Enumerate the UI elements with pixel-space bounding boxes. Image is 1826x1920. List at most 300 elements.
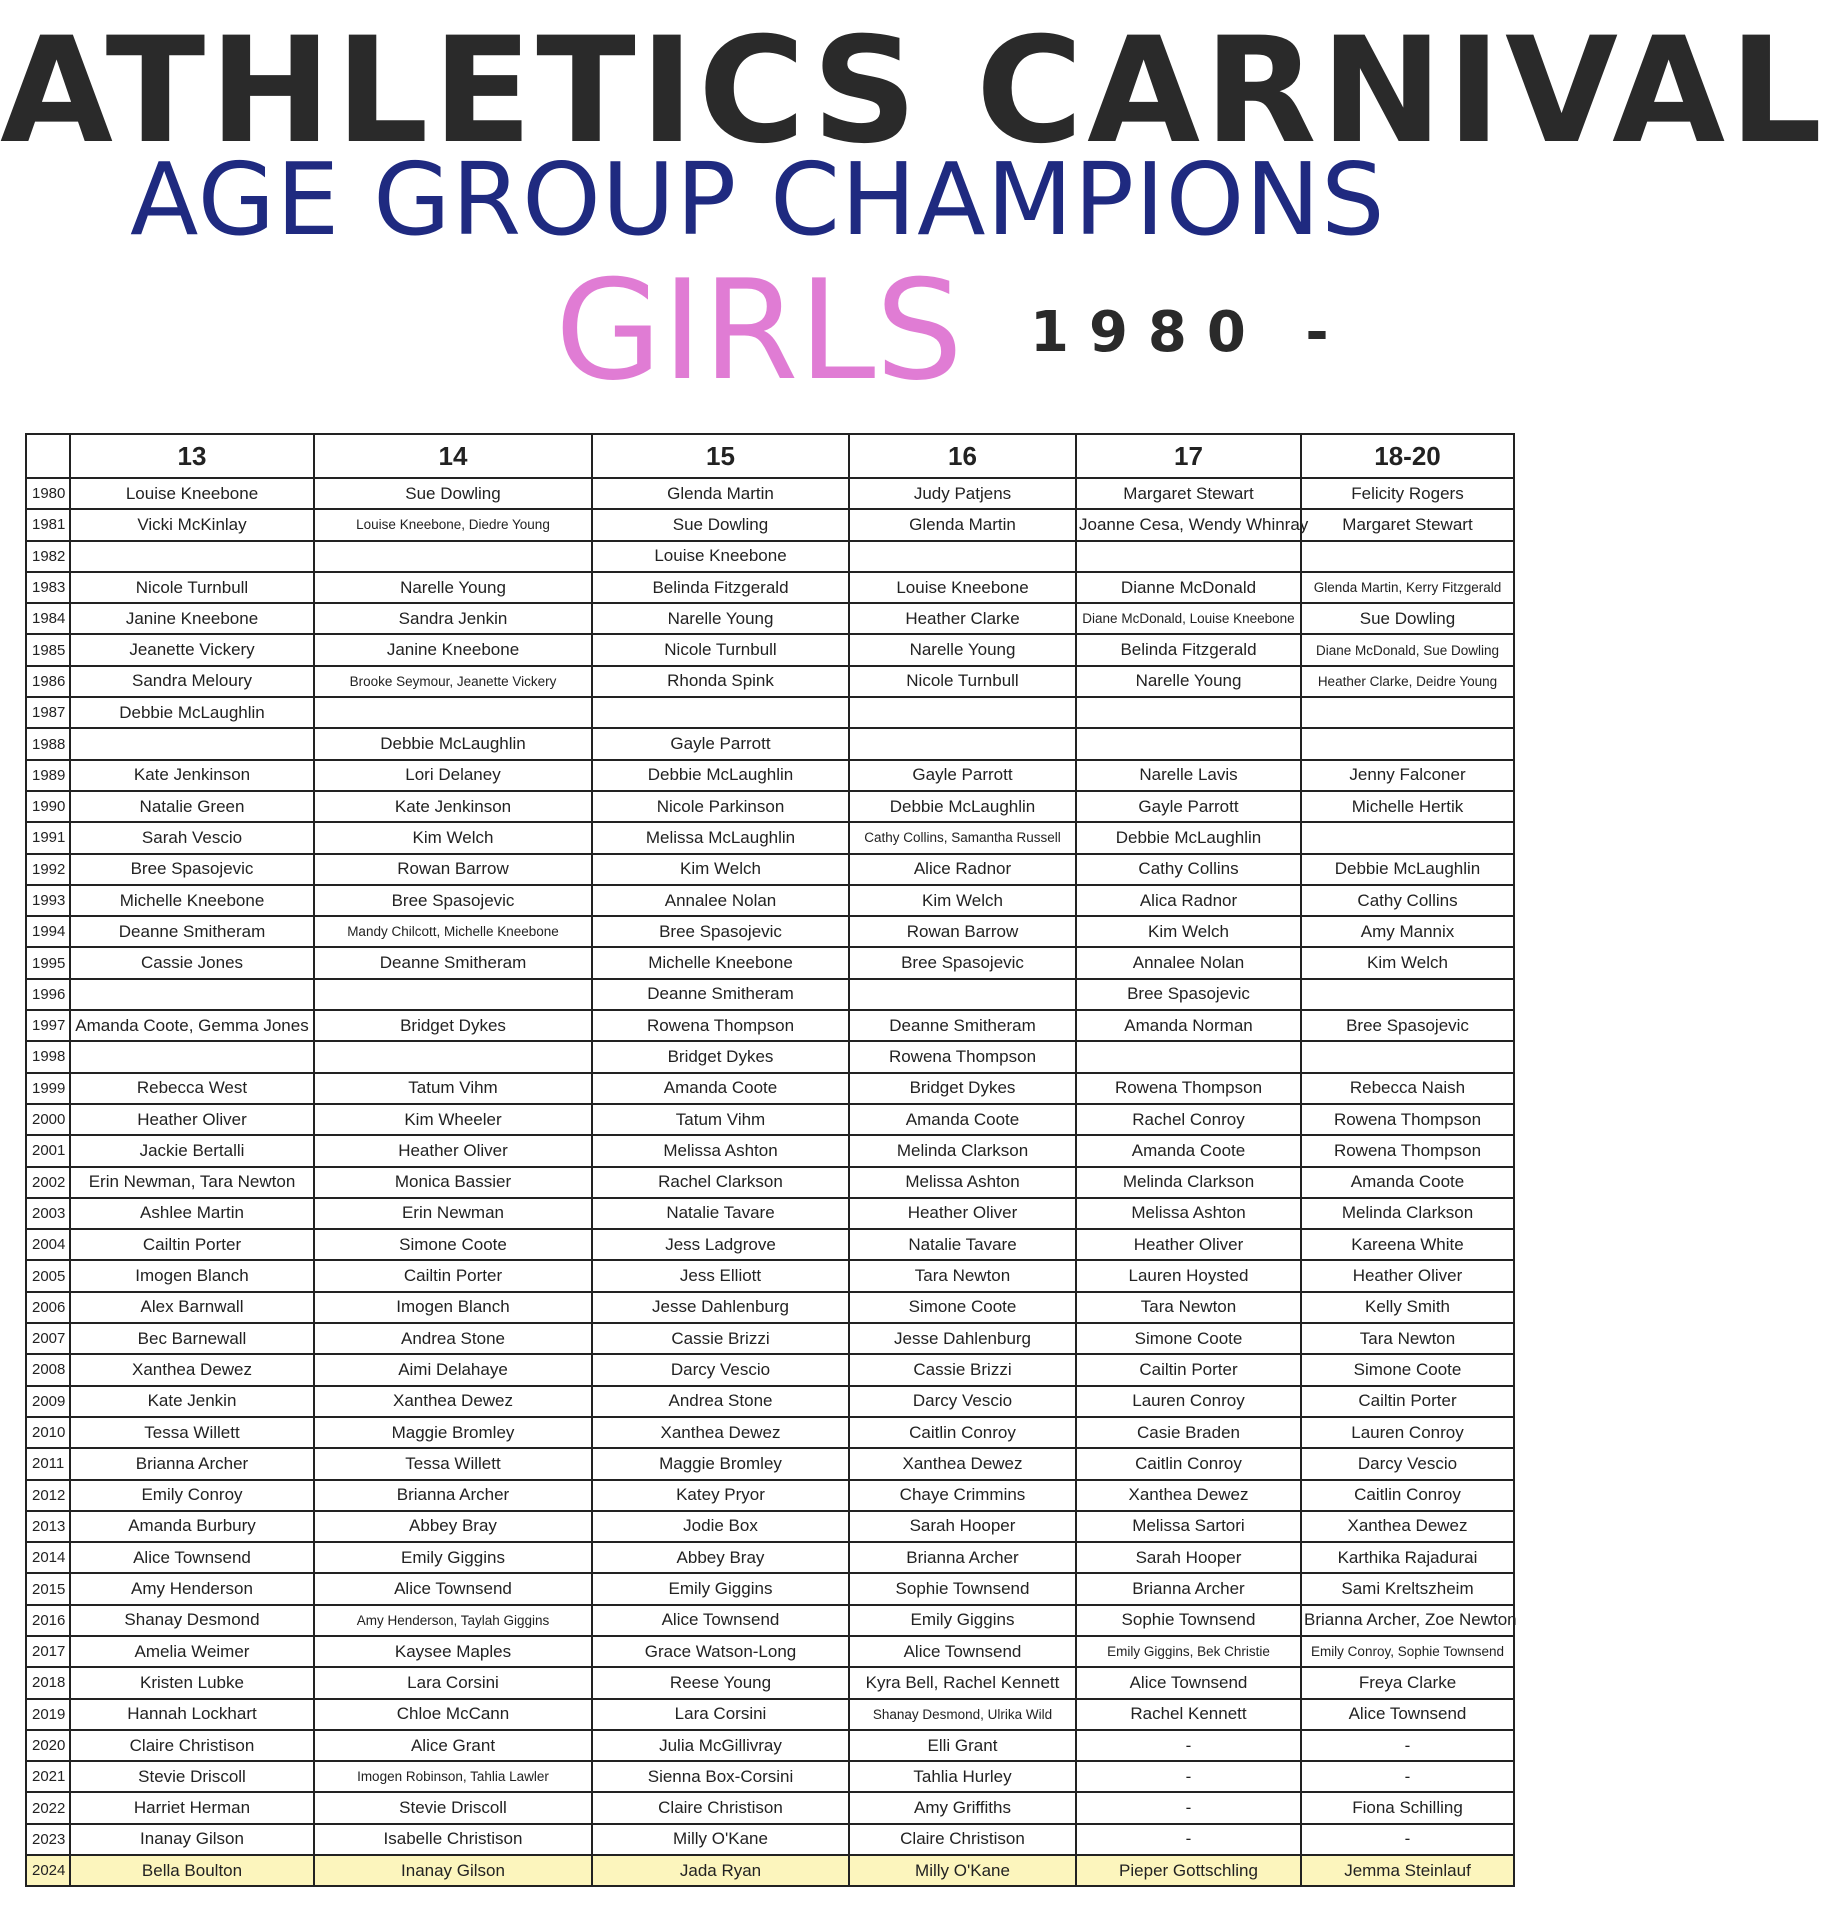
champion-cell-18-20: Lauren Conroy (1301, 1417, 1514, 1448)
year-cell: 2021 (26, 1761, 70, 1792)
champion-cell-13: Cailtin Porter (70, 1229, 314, 1260)
champion-cell-13: Imogen Blanch (70, 1260, 314, 1291)
champion-cell-16: Jesse Dahlenburg (849, 1323, 1076, 1354)
champion-cell-17: Dianne McDonald (1076, 572, 1301, 603)
year-cell: 1992 (26, 854, 70, 885)
champion-cell-16: Cathy Collins, Samantha Russell (849, 822, 1076, 853)
champion-cell-14: Abbey Bray (314, 1511, 592, 1542)
champion-cell-15: Michelle Kneebone (592, 947, 849, 978)
champion-cell-16: Melissa Ashton (849, 1167, 1076, 1198)
champion-cell-16: Caitlin Conroy (849, 1417, 1076, 1448)
champion-cell-17: - (1076, 1792, 1301, 1823)
champion-cell-15: Narelle Young (592, 603, 849, 634)
champion-cell-18-20: Sue Dowling (1301, 603, 1514, 634)
champion-cell-14: Kim Welch (314, 822, 592, 853)
table-row (26, 1480, 1514, 1511)
year-cell: 2017 (26, 1636, 70, 1667)
year-cell: 1986 (26, 666, 70, 697)
champion-cell-13: Hannah Lockhart (70, 1699, 314, 1730)
champion-cell-14: Bree Spasojevic (314, 885, 592, 916)
year-cell: 1987 (26, 697, 70, 728)
champion-cell-17: Bree Spasojevic (1076, 979, 1301, 1010)
champion-cell-18-20: Jemma Steinlauf (1301, 1855, 1514, 1886)
champion-cell-16: Judy Patjens (849, 478, 1076, 509)
champion-cell-14: Heather Oliver (314, 1135, 592, 1166)
table-row (26, 1386, 1514, 1417)
champion-cell-14: Lara Corsini (314, 1667, 592, 1698)
champion-cell-17: Alice Townsend (1076, 1667, 1301, 1698)
champion-cell-16: Bridget Dykes (849, 1073, 1076, 1104)
champion-cell-13: Kristen Lubke (70, 1667, 314, 1698)
table-row (26, 1167, 1514, 1198)
champion-cell-13: Bella Boulton (70, 1855, 314, 1886)
champion-cell-13 (70, 541, 314, 572)
champion-cell-18-20: Cailtin Porter (1301, 1386, 1514, 1417)
year-cell: 1984 (26, 603, 70, 634)
champion-cell-16 (849, 541, 1076, 572)
champion-cell-16: Brianna Archer (849, 1542, 1076, 1573)
table-row (26, 509, 1514, 540)
champion-cell-18-20 (1301, 541, 1514, 572)
champion-cell-16: Debbie McLaughlin (849, 791, 1076, 822)
champion-cell-18-20 (1301, 822, 1514, 853)
champion-cell-17: Rachel Conroy (1076, 1104, 1301, 1135)
champion-cell-16: Cassie Brizzi (849, 1354, 1076, 1385)
champion-cell-18-20: Rowena Thompson (1301, 1104, 1514, 1135)
table-row (26, 1198, 1514, 1229)
champion-cell-18-20: - (1301, 1824, 1514, 1855)
champion-cell-18-20: Rebecca Naish (1301, 1073, 1514, 1104)
champion-cell-18-20: Fiona Schilling (1301, 1792, 1514, 1823)
champion-cell-17: Melinda Clarkson (1076, 1167, 1301, 1198)
year-cell: 2019 (26, 1699, 70, 1730)
year-cell: 1989 (26, 760, 70, 791)
champion-cell-14 (314, 1041, 592, 1072)
champion-cell-13: Xanthea Dewez (70, 1354, 314, 1385)
champion-cell-13: Amanda Burbury (70, 1511, 314, 1542)
column-header-15: 15 (592, 434, 849, 478)
champion-cell-13: Amelia Weimer (70, 1636, 314, 1667)
page-title: ATHLETICS CARNIVAL (0, 6, 1826, 176)
table-row (26, 1417, 1514, 1448)
table-row (26, 1073, 1514, 1104)
champion-cell-18-20: Simone Coote (1301, 1354, 1514, 1385)
champion-cell-14: Andrea Stone (314, 1323, 592, 1354)
champion-cell-17: Margaret Stewart (1076, 478, 1301, 509)
champion-cell-14: Sandra Jenkin (314, 603, 592, 634)
table-row (26, 603, 1514, 634)
champion-cell-13: Emily Conroy (70, 1480, 314, 1511)
year-cell: 2001 (26, 1135, 70, 1166)
champion-cell-17: Rachel Kennett (1076, 1699, 1301, 1730)
champion-cell-18-20: Xanthea Dewez (1301, 1511, 1514, 1542)
table-row (26, 1104, 1514, 1135)
champion-cell-15: Milly O'Kane (592, 1824, 849, 1855)
champion-cell-18-20: Rowena Thompson (1301, 1135, 1514, 1166)
champion-cell-15: Jess Elliott (592, 1260, 849, 1291)
champion-cell-17: Melissa Ashton (1076, 1198, 1301, 1229)
champion-cell-15: Jodie Box (592, 1511, 849, 1542)
champion-cell-17: Diane McDonald, Louise Kneebone (1076, 603, 1301, 634)
champion-cell-16: Tara Newton (849, 1260, 1076, 1291)
champion-cell-17: Tara Newton (1076, 1292, 1301, 1323)
year-cell: 1985 (26, 634, 70, 665)
champion-cell-14: Monica Bassier (314, 1167, 592, 1198)
champion-cell-16: Emily Giggins (849, 1605, 1076, 1636)
champion-cell-18-20: Alice Townsend (1301, 1699, 1514, 1730)
category-heading: GIRLS (555, 250, 964, 411)
champion-cell-14: Xanthea Dewez (314, 1386, 592, 1417)
champion-cell-18-20: Darcy Vescio (1301, 1448, 1514, 1479)
champion-cell-17: Sarah Hooper (1076, 1542, 1301, 1573)
year-cell: 1982 (26, 541, 70, 572)
table-row (26, 1824, 1514, 1855)
champion-cell-14: Erin Newman (314, 1198, 592, 1229)
table-row (26, 760, 1514, 791)
table-row (26, 1636, 1514, 1667)
table-row (26, 478, 1514, 509)
year-cell: 1998 (26, 1041, 70, 1072)
champion-cell-17: Xanthea Dewez (1076, 1480, 1301, 1511)
champion-cell-18-20: Diane McDonald, Sue Dowling (1301, 634, 1514, 665)
champion-cell-18-20: Margaret Stewart (1301, 509, 1514, 540)
champion-cell-16 (849, 979, 1076, 1010)
champion-cell-14: Emily Giggins (314, 1542, 592, 1573)
champion-cell-13: Amy Henderson (70, 1573, 314, 1604)
champion-cell-15: Kim Welch (592, 854, 849, 885)
champion-cell-15: Rhonda Spink (592, 666, 849, 697)
table-row (26, 572, 1514, 603)
champion-cell-15: Debbie McLaughlin (592, 760, 849, 791)
champion-cell-17: Amanda Norman (1076, 1010, 1301, 1041)
year-cell: 2015 (26, 1573, 70, 1604)
champion-cell-13: Jeanette Vickery (70, 634, 314, 665)
champion-cell-17: Belinda Fitzgerald (1076, 634, 1301, 665)
champion-cell-14: Rowan Barrow (314, 854, 592, 885)
champion-cell-16: Sarah Hooper (849, 1511, 1076, 1542)
champion-cell-14: Alice Townsend (314, 1573, 592, 1604)
champion-cell-14: Inanay Gilson (314, 1855, 592, 1886)
table-row (26, 666, 1514, 697)
champion-cell-14: Louise Kneebone, Diedre Young (314, 509, 592, 540)
champion-cell-16 (849, 728, 1076, 759)
year-cell: 2013 (26, 1511, 70, 1542)
table-body (26, 478, 1517, 1886)
column-header-14: 14 (314, 434, 592, 478)
table-row (26, 728, 1514, 759)
champion-cell-17: Casie Braden (1076, 1417, 1301, 1448)
champion-cell-14: Stevie Driscoll (314, 1792, 592, 1823)
champion-cell-18-20: Debbie McLaughlin (1301, 854, 1514, 885)
year-cell: 1993 (26, 885, 70, 916)
champion-cell-15: Maggie Bromley (592, 1448, 849, 1479)
champion-cell-15: Glenda Martin (592, 478, 849, 509)
champion-cell-18-20: Amanda Coote (1301, 1167, 1514, 1198)
table-row (26, 1605, 1514, 1636)
champion-cell-16: Tahlia Hurley (849, 1761, 1076, 1792)
year-cell: 2000 (26, 1104, 70, 1135)
column-header-18-20: 18-20 (1301, 434, 1514, 478)
champion-cell-13: Stevie Driscoll (70, 1761, 314, 1792)
year-cell: 1981 (26, 509, 70, 540)
year-cell: 1995 (26, 947, 70, 978)
champion-cell-16: Kim Welch (849, 885, 1076, 916)
champion-cell-17: Brianna Archer (1076, 1573, 1301, 1604)
table-row (26, 947, 1514, 978)
champion-cell-14: Mandy Chilcott, Michelle Kneebone (314, 916, 592, 947)
table-row (26, 1323, 1514, 1354)
champion-cell-17: Narelle Lavis (1076, 760, 1301, 791)
champion-cell-16: Milly O'Kane (849, 1855, 1076, 1886)
champion-cell-17: Gayle Parrott (1076, 791, 1301, 822)
champion-cell-13: Tessa Willett (70, 1417, 314, 1448)
champion-cell-16: Heather Oliver (849, 1198, 1076, 1229)
table-row (26, 916, 1514, 947)
champion-cell-15: Rachel Clarkson (592, 1167, 849, 1198)
table-row (26, 541, 1514, 572)
year-cell: 1997 (26, 1010, 70, 1041)
champion-cell-18-20: Sami Kreltszheim (1301, 1573, 1514, 1604)
champion-cell-15 (592, 697, 849, 728)
champion-cell-17: Cailtin Porter (1076, 1354, 1301, 1385)
champion-cell-18-20: Caitlin Conroy (1301, 1480, 1514, 1511)
year-cell: 2002 (26, 1167, 70, 1198)
champion-cell-13: Rebecca West (70, 1073, 314, 1104)
champion-cell-13: Harriet Herman (70, 1792, 314, 1823)
table-row (26, 634, 1514, 665)
champion-cell-14: Brianna Archer (314, 1480, 592, 1511)
champion-cell-14: Chloe McCann (314, 1699, 592, 1730)
champion-cell-15: Bree Spasojevic (592, 916, 849, 947)
table-row (26, 1667, 1514, 1698)
champion-cell-13: Heather Oliver (70, 1104, 314, 1135)
champion-cell-16: Claire Christison (849, 1824, 1076, 1855)
champion-cell-13: Nicole Turnbull (70, 572, 314, 603)
champion-cell-15: Rowena Thompson (592, 1010, 849, 1041)
champion-cell-15: Melissa McLaughlin (592, 822, 849, 853)
champion-cell-15: Julia McGillivray (592, 1730, 849, 1761)
table-row (26, 1855, 1514, 1886)
champion-cell-13 (70, 1041, 314, 1072)
champion-cell-16: Alice Townsend (849, 1636, 1076, 1667)
champion-cell-17: Melissa Sartori (1076, 1511, 1301, 1542)
champion-cell-16: Alice Radnor (849, 854, 1076, 885)
year-cell: 2023 (26, 1824, 70, 1855)
year-cell: 2010 (26, 1417, 70, 1448)
champion-cell-18-20: Glenda Martin, Kerry Fitzgerald (1301, 572, 1514, 603)
champion-cell-15: Jess Ladgrove (592, 1229, 849, 1260)
champion-cell-15: Lara Corsini (592, 1699, 849, 1730)
champion-cell-17: Caitlin Conroy (1076, 1448, 1301, 1479)
table-row (26, 1292, 1514, 1323)
champion-cell-16: Amanda Coote (849, 1104, 1076, 1135)
year-range: 1980 - (1030, 300, 1349, 365)
champion-cell-18-20: Heather Clarke, Deidre Young (1301, 666, 1514, 697)
year-cell: 1983 (26, 572, 70, 603)
champion-cell-16: Rowena Thompson (849, 1041, 1076, 1072)
table-row (26, 885, 1514, 916)
year-cell: 2024 (26, 1855, 70, 1886)
table-row (26, 854, 1514, 885)
champion-cell-15: Darcy Vescio (592, 1354, 849, 1385)
champion-cell-18-20: Freya Clarke (1301, 1667, 1514, 1698)
table-row (26, 1699, 1514, 1730)
champion-cell-14: Deanne Smitheram (314, 947, 592, 978)
page-subtitle: AGE GROUP CHAMPIONS (130, 141, 1386, 258)
table-row (26, 1573, 1514, 1604)
champion-cell-17: - (1076, 1761, 1301, 1792)
year-cell: 2016 (26, 1605, 70, 1636)
champion-cell-16: Natalie Tavare (849, 1229, 1076, 1260)
champion-cell-15: Nicole Turnbull (592, 634, 849, 665)
champion-cell-15: Amanda Coote (592, 1073, 849, 1104)
champion-cell-17: Debbie McLaughlin (1076, 822, 1301, 853)
champion-cell-15: Emily Giggins (592, 1573, 849, 1604)
champion-cell-16: Heather Clarke (849, 603, 1076, 634)
year-cell: 2022 (26, 1792, 70, 1823)
champion-cell-14: Maggie Bromley (314, 1417, 592, 1448)
champion-cell-15: Xanthea Dewez (592, 1417, 849, 1448)
champion-cell-14: Lori Delaney (314, 760, 592, 791)
champion-cell-14: Janine Kneebone (314, 634, 592, 665)
table-row (26, 697, 1514, 728)
champion-cell-17: Narelle Young (1076, 666, 1301, 697)
champion-cell-16: Melinda Clarkson (849, 1135, 1076, 1166)
champion-cell-15: Deanne Smitheram (592, 979, 849, 1010)
champion-cell-14: Simone Coote (314, 1229, 592, 1260)
champion-cell-13: Alex Barnwall (70, 1292, 314, 1323)
year-cell: 1990 (26, 791, 70, 822)
year-cell: 2004 (26, 1229, 70, 1260)
champion-cell-14: Tatum Vihm (314, 1073, 592, 1104)
champion-cell-17: Annalee Nolan (1076, 947, 1301, 978)
champion-cell-16: Kyra Bell, Rachel Kennett (849, 1667, 1076, 1698)
champion-cell-13: Bec Barnewall (70, 1323, 314, 1354)
year-cell: 2020 (26, 1730, 70, 1761)
champion-cell-14 (314, 541, 592, 572)
champion-cell-14 (314, 697, 592, 728)
column-header-16: 16 (849, 434, 1076, 478)
champion-cell-18-20: Felicity Rogers (1301, 478, 1514, 509)
champion-cell-17 (1076, 541, 1301, 572)
champion-cell-17: Kim Welch (1076, 916, 1301, 947)
table-row (26, 1010, 1514, 1041)
table-row (26, 1730, 1514, 1761)
champion-cell-18-20: Melinda Clarkson (1301, 1198, 1514, 1229)
champion-cell-15: Annalee Nolan (592, 885, 849, 916)
champion-cell-15: Nicole Parkinson (592, 791, 849, 822)
champion-cell-15: Tatum Vihm (592, 1104, 849, 1135)
champion-cell-14: Imogen Blanch (314, 1292, 592, 1323)
champion-cell-14: Sue Dowling (314, 478, 592, 509)
champion-cell-18-20: - (1301, 1730, 1514, 1761)
year-cell: 1991 (26, 822, 70, 853)
champion-cell-17: Lauren Hoysted (1076, 1260, 1301, 1291)
table-row (26, 791, 1514, 822)
champion-cell-18-20: Kim Welch (1301, 947, 1514, 978)
table-row (26, 1448, 1514, 1479)
year-cell: 1994 (26, 916, 70, 947)
champion-cell-13: Brianna Archer (70, 1448, 314, 1479)
champion-cell-13: Sandra Meloury (70, 666, 314, 697)
champion-cell-15: Cassie Brizzi (592, 1323, 849, 1354)
table-row (26, 1260, 1514, 1291)
champion-cell-16: Shanay Desmond, Ulrika Wild (849, 1699, 1076, 1730)
table-row (26, 1354, 1514, 1385)
champion-cell-14 (314, 979, 592, 1010)
year-cell: 1980 (26, 478, 70, 509)
champion-cell-14: Tessa Willett (314, 1448, 592, 1479)
champion-cell-13: Erin Newman, Tara Newton (70, 1167, 314, 1198)
champion-cell-13 (70, 728, 314, 759)
champion-cell-18-20: Cathy Collins (1301, 885, 1514, 916)
champion-cell-17: Joanne Cesa, Wendy Whinray (1076, 509, 1301, 540)
champion-cell-18-20: Brianna Archer, Zoe Newton (1301, 1605, 1514, 1636)
champion-cell-15: Natalie Tavare (592, 1198, 849, 1229)
champion-cell-18-20: Kelly Smith (1301, 1292, 1514, 1323)
champion-cell-15: Melissa Ashton (592, 1135, 849, 1166)
champion-cell-16: Amy Griffiths (849, 1792, 1076, 1823)
champion-cell-14: Isabelle Christison (314, 1824, 592, 1855)
champion-cell-18-20 (1301, 697, 1514, 728)
year-cell: 1988 (26, 728, 70, 759)
champion-cell-13: Michelle Kneebone (70, 885, 314, 916)
champion-cell-14: Debbie McLaughlin (314, 728, 592, 759)
champion-cell-15: Katey Pryor (592, 1480, 849, 1511)
champion-cell-18-20: Michelle Hertik (1301, 791, 1514, 822)
year-cell: 2003 (26, 1198, 70, 1229)
champion-cell-18-20: Kareena White (1301, 1229, 1514, 1260)
champion-cell-16: Rowan Barrow (849, 916, 1076, 947)
table-row (26, 1761, 1514, 1792)
champion-cell-16: Sophie Townsend (849, 1573, 1076, 1604)
champion-cell-14: Kate Jenkinson (314, 791, 592, 822)
champion-cell-17: Alica Radnor (1076, 885, 1301, 916)
year-cell: 2007 (26, 1323, 70, 1354)
champion-cell-15: Andrea Stone (592, 1386, 849, 1417)
year-cell: 2012 (26, 1480, 70, 1511)
year-cell: 2009 (26, 1386, 70, 1417)
champion-cell-18-20: Bree Spasojevic (1301, 1010, 1514, 1041)
champion-cell-17: Simone Coote (1076, 1323, 1301, 1354)
champion-cell-16: Simone Coote (849, 1292, 1076, 1323)
champion-cell-16: Narelle Young (849, 634, 1076, 665)
header-row (26, 434, 1514, 478)
champion-cell-18-20: Amy Mannix (1301, 916, 1514, 947)
champion-cell-13: Shanay Desmond (70, 1605, 314, 1636)
champion-cell-15: Grace Watson-Long (592, 1636, 849, 1667)
champion-cell-14: Cailtin Porter (314, 1260, 592, 1291)
column-header-year (26, 434, 70, 478)
champion-cell-17: Cathy Collins (1076, 854, 1301, 885)
year-cell: 2011 (26, 1448, 70, 1479)
champion-cell-17 (1076, 697, 1301, 728)
table-row (26, 1135, 1514, 1166)
champion-cell-18-20: - (1301, 1761, 1514, 1792)
column-header-13: 13 (70, 434, 314, 478)
table-row (26, 1041, 1514, 1072)
year-cell: 2014 (26, 1542, 70, 1573)
champion-cell-16: Xanthea Dewez (849, 1448, 1076, 1479)
champion-cell-13: Alice Townsend (70, 1542, 314, 1573)
champion-cell-14: Imogen Robinson, Tahlia Lawler (314, 1761, 592, 1792)
champion-cell-13: Inanay Gilson (70, 1824, 314, 1855)
table-row (26, 1542, 1514, 1573)
champion-cell-15: Abbey Bray (592, 1542, 849, 1573)
champion-cell-15: Claire Christison (592, 1792, 849, 1823)
champion-cell-13: Claire Christison (70, 1730, 314, 1761)
champion-cell-18-20 (1301, 979, 1514, 1010)
